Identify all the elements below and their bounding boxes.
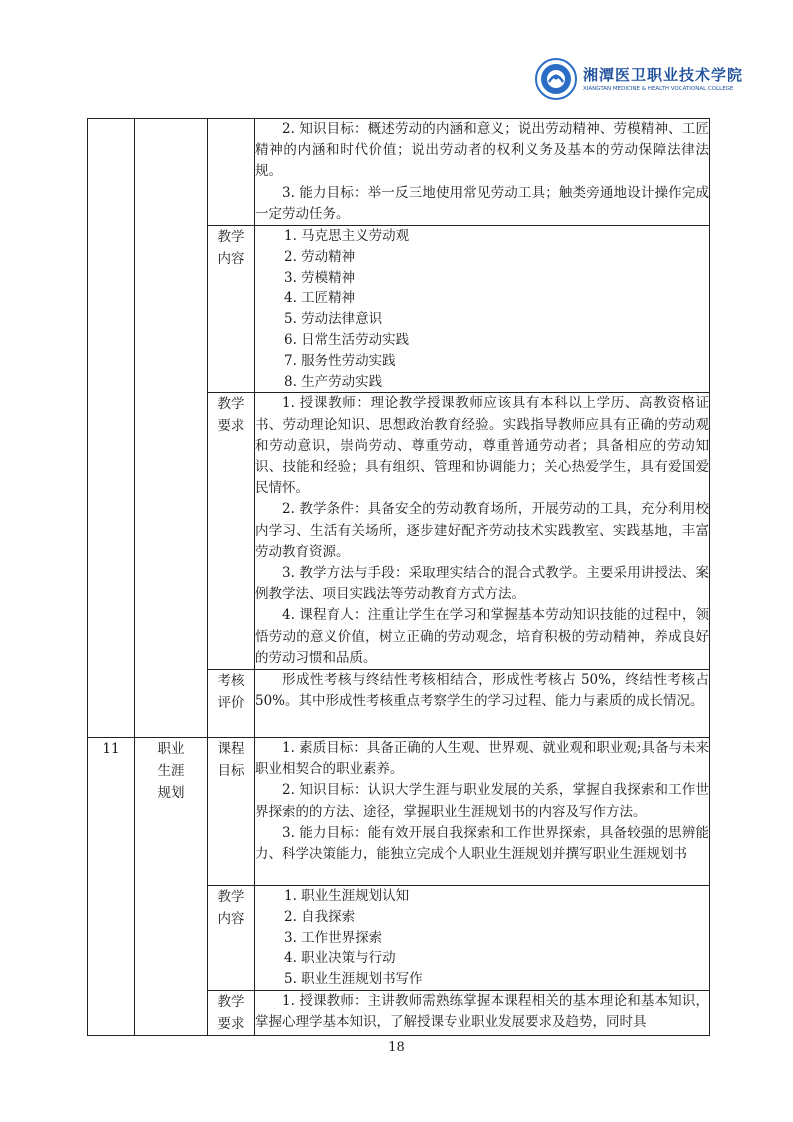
evaluation-text: 形成性考核与终结性考核相结合，形成性考核占 50%，终结性考核占 50%。其中形成性考核重点考察学生的学习过程、能力与素质的成长情况。 <box>255 672 709 710</box>
requirement-paragraph: 1. 授课教师：主讲教师需熟练掌握本课程相关的基本理论和基本知识，掌握心理学基本知识，了解授课专业职业发展要求及趋势，同时具 <box>255 993 709 1031</box>
college-emblem-icon <box>535 58 577 100</box>
course-number-cell <box>88 119 135 738</box>
requirements-label-cell: 教学 要求 <box>208 393 255 670</box>
list-item: 8. 生产劳动实践 <box>284 373 383 390</box>
goal-paragraph: 1. 素质目标：具备正确的人生观、世界观、就业观和职业观;具备与未来职业相契合的职业素养。 <box>255 740 709 778</box>
course-number-cell <box>88 738 135 1036</box>
list-item: 1. 职业生涯规划认知 <box>284 888 410 905</box>
goal-paragraph: 3. 能力目标：能有效开展自我探索和工作世界探索，具备较强的思辨能力、科学决策能力，能独立完成个人职业生涯规划并撰写职业生涯规划书 <box>255 824 709 863</box>
list-item: 1. 马克思主义劳动观 <box>284 228 410 245</box>
goal-paragraph: 3. 能力目标：举一反三地使用常见劳动工具；触类旁通地设计操作完成一定劳动任务。 <box>255 184 709 222</box>
college-name: 湘潭医卫职业技术学院 <box>583 66 744 84</box>
list-item: 3. 工作世界探索 <box>284 929 383 946</box>
evaluation-label-cell: 考核 评价 <box>208 670 255 738</box>
list-item: 5. 职业生涯规划书写作 <box>284 971 423 988</box>
goals-cell <box>255 119 710 226</box>
course-name-cell <box>135 738 208 1036</box>
course-name-line: 生涯 <box>157 763 185 780</box>
list-item: 2. 劳动精神 <box>284 248 356 265</box>
table-row-c11-goals <box>88 738 710 886</box>
requirement-paragraph: 1. 授课教师：理论教学授课教师应该具有本科以上学历、高教资格证书、劳动理论知识、思想政治教育经验。实践指导教师应具有正确的劳动观和劳动意识，崇尚劳动、尊重劳动，尊重普通劳动者；具备相应的劳动知识、技能和经验；具有组织、管理和协调能力；关心热爱学生，具有爱国爱民情怀。 <box>255 395 709 497</box>
course-table <box>87 118 710 1036</box>
table-row-c10-goals <box>88 119 710 226</box>
course-number: 11 <box>102 741 120 758</box>
list-item: 4. 职业决策与行动 <box>284 950 396 967</box>
list-item: 3. 劳模精神 <box>284 269 356 286</box>
list-item: 2. 自我探索 <box>284 908 356 925</box>
requirements-cell <box>255 991 710 1036</box>
goals-label-cell <box>208 119 255 226</box>
goal-paragraph: 2. 知识目标：认识大学生涯与职业发展的关系，掌握自我探索和工作世界探索的的方法、途径，掌握职业生涯规划书的内容及写作方法。 <box>255 782 709 820</box>
course-name-cell <box>135 119 208 738</box>
course-name-line: 职业 <box>157 741 185 758</box>
list-item: 4. 工匠精神 <box>284 290 356 307</box>
content-label-cell: 教学 内容 <box>208 226 255 393</box>
evaluation-cell <box>255 670 710 738</box>
course-name-line: 规划 <box>157 785 185 802</box>
requirement-paragraph: 4. 课程育人：注重让学生在学习和掌握基本劳动知识技能的过程中，领悟劳动的意义价值，树立正确的劳动观念，培育积极的劳动精神，养成良好的劳动习惯和品质。 <box>255 607 709 666</box>
college-name-en: XIANGTAN MEDICINE & HEALTH VOCATIONAL COLLEGE <box>583 86 734 92</box>
list-item: 6. 日常生活劳动实践 <box>284 332 410 348</box>
goal-paragraph: 2. 知识目标：概述劳动的内涵和意义；说出劳动精神、劳模精神、工匠精神的内涵和时代价值；说出劳动者的权利义务及基本的劳动保障法律法规。 <box>255 121 709 180</box>
requirement-paragraph: 2. 教学条件：具备安全的劳动教育场所，开展劳动的工具，充分利用校内学习、生活有关场所，逐步建好配齐劳动技术实践教室、实践基地，丰富劳动教育资源。 <box>255 501 709 560</box>
list-item: 7. 服务性劳动实践 <box>284 352 396 369</box>
requirements-cell <box>255 393 710 670</box>
content-cell <box>255 226 710 393</box>
content-label-cell: 教学 内容 <box>208 886 255 991</box>
goals-label-cell: 课程 目标 <box>208 738 255 886</box>
requirement-paragraph: 3. 教学方法与手段：采取理实结合的混合式教学。主要采用讲授法、案例教学法、项目实践法等劳动教育方式方法。 <box>255 565 709 603</box>
content-cell <box>255 886 710 991</box>
goals-cell <box>255 738 710 886</box>
requirements-label-cell: 教学 要求 <box>208 991 255 1036</box>
page-number: 18 <box>388 1040 405 1055</box>
list-item: 5. 劳动法律意识 <box>284 311 383 328</box>
college-logo <box>535 58 744 102</box>
